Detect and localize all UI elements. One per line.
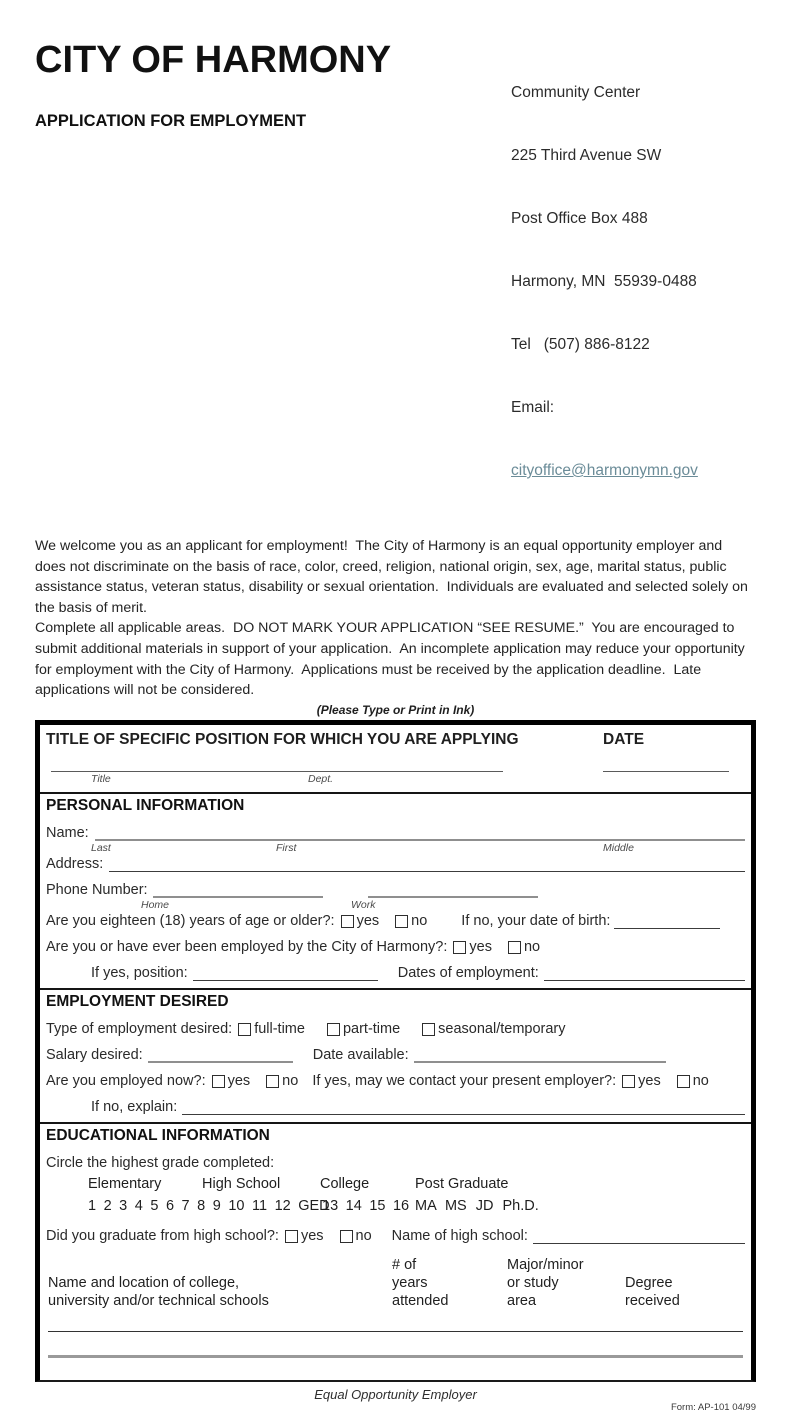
type-or-print-note: (Please Type or Print in Ink) xyxy=(316,702,475,717)
last-sublabel: Last xyxy=(91,841,111,854)
explain-label: If no, explain: xyxy=(91,1098,178,1115)
checkbox-part-time[interactable] xyxy=(327,1023,340,1036)
phone-row xyxy=(46,880,745,898)
contact-employer-yes-label: yes xyxy=(638,1072,661,1089)
position-underline-row xyxy=(46,751,745,772)
hs-name-label: Name of high school: xyxy=(391,1227,528,1244)
application-form-box xyxy=(35,720,756,1382)
checkbox-hs-graduate-yes[interactable] xyxy=(285,1230,298,1243)
employed-now-question: Are you employed now?: xyxy=(46,1072,206,1089)
equal-opportunity-text: Equal Opportunity Employer xyxy=(314,1386,477,1402)
home-sublabel: Home xyxy=(141,898,170,911)
college-col3-line3: area xyxy=(507,1292,537,1309)
hs-graduate-no-label: no xyxy=(355,1227,372,1244)
grade-levels-row xyxy=(46,1176,745,1193)
contact-line: Post Office Box 488 xyxy=(511,210,648,227)
salary-row xyxy=(46,1045,745,1063)
checkbox-age-yes[interactable] xyxy=(341,915,354,928)
college-col2-line2: years xyxy=(392,1274,428,1291)
college-col2-line3: attended xyxy=(392,1292,449,1309)
salary-label: Salary desired: xyxy=(46,1046,143,1063)
level-elementary: Elementary xyxy=(88,1175,162,1192)
contact-line: Tel (507) 886-8122 xyxy=(511,336,650,353)
checkbox-employed-now-yes[interactable] xyxy=(212,1075,225,1088)
intro-text xyxy=(35,536,756,701)
explain-input[interactable] xyxy=(182,1101,745,1115)
grades-college[interactable]: 13 14 15 16 xyxy=(322,1197,410,1214)
name-input[interactable] xyxy=(95,827,745,841)
middle-sublabel: Middle xyxy=(603,841,634,854)
checkbox-city-employed-no[interactable] xyxy=(508,941,521,954)
employment-dates-input[interactable] xyxy=(544,967,745,981)
city-employed-row xyxy=(46,937,745,955)
first-sublabel: First xyxy=(276,841,297,854)
college-col2-line1: # of xyxy=(392,1256,417,1273)
intro-paragraph-1: We welcome you as an applicant for employment! The City of Harmony is an equal opportunity employer and does not discriminate on the basis of race, color, creed, religion, national origin, sex, age, marital status, public assistance status, veteran status, disability or sexual orientation. Individuals are evaluated and selected solely on the basis of merit. xyxy=(35,538,752,616)
name-label: Name: xyxy=(46,824,89,841)
dept-sublabel: Dept. xyxy=(308,772,334,785)
level-post-graduate: Post Graduate xyxy=(415,1175,509,1192)
age-yes-label: yes xyxy=(356,912,380,929)
position-sublabels xyxy=(46,772,745,785)
contact-line: Email: xyxy=(511,399,555,416)
phone-home-input[interactable] xyxy=(153,884,323,898)
contact-employer-no-label: no xyxy=(692,1072,709,1089)
grades-post-graduate[interactable]: MA MS JD Ph.D. xyxy=(415,1197,539,1214)
phone-label: Phone Number: xyxy=(46,881,148,898)
hs-graduate-row xyxy=(46,1226,745,1244)
contact-line: 225 Third Avenue SW xyxy=(511,147,662,164)
grades-elementary-hs[interactable]: 1 2 3 4 5 6 7 8 9 10 11 12 GED xyxy=(88,1197,330,1214)
checkbox-seasonal[interactable] xyxy=(422,1023,435,1036)
dob-input[interactable] xyxy=(614,915,720,929)
salary-input[interactable] xyxy=(148,1049,293,1063)
previous-position-input[interactable] xyxy=(193,967,378,981)
age-row xyxy=(46,911,745,929)
hs-graduate-question: Did you graduate from high school?: xyxy=(46,1227,279,1244)
work-sublabel: Work xyxy=(351,898,376,911)
age-no-label: no xyxy=(411,912,428,929)
if-yes-position-label: If yes, position: xyxy=(91,964,188,981)
seasonal-label: seasonal/temporary xyxy=(438,1020,566,1037)
name-row xyxy=(46,823,745,841)
employed-now-no-label: no xyxy=(282,1072,299,1089)
employment-type-row xyxy=(46,1019,745,1037)
contact-line: Community Center xyxy=(511,84,641,101)
college-entry-line-1[interactable] xyxy=(48,1331,743,1332)
college-table-header xyxy=(46,1253,745,1310)
full-time-label: full-time xyxy=(254,1020,305,1037)
title-sublabel: Title xyxy=(91,772,111,785)
date-available-input[interactable] xyxy=(414,1049,666,1063)
circle-grade-row xyxy=(46,1153,745,1171)
college-col1-line2: university and/or technical schools xyxy=(48,1292,269,1309)
hs-name-input[interactable] xyxy=(533,1230,745,1244)
city-employed-question: Are you or have ever been employed by the City of Harmony?: xyxy=(46,938,448,955)
college-col3-line2: or study xyxy=(507,1274,559,1291)
phone-sublabels xyxy=(46,898,745,911)
date-available-label: Date available: xyxy=(312,1046,409,1063)
position-header-row xyxy=(46,731,745,751)
educational-info-header: EDUCATIONAL INFORMATION xyxy=(46,1126,270,1144)
if-yes-position-row xyxy=(46,963,745,981)
city-employed-yes-label: yes xyxy=(469,938,492,955)
employment-dates-label: Dates of employment: xyxy=(397,964,539,981)
city-employed-no-label: no xyxy=(523,938,541,955)
header-left xyxy=(35,40,391,523)
name-sublabels xyxy=(46,841,745,854)
college-col-years xyxy=(392,1256,448,1310)
employment-type-label: Type of employment desired: xyxy=(46,1020,233,1037)
phone-work-input[interactable] xyxy=(368,884,538,898)
circle-grade-label: Circle the highest grade completed: xyxy=(46,1154,275,1171)
contact-line: Harmony, MN 55939-0488 xyxy=(511,273,697,290)
checkbox-hs-graduate-no[interactable] xyxy=(340,1230,353,1243)
page-subtitle: APPLICATION FOR EMPLOYMENT xyxy=(35,112,307,130)
checkbox-full-time[interactable] xyxy=(238,1023,251,1036)
address-row xyxy=(46,854,745,872)
college-col4-line2: received xyxy=(625,1292,680,1309)
checkbox-employed-now-no[interactable] xyxy=(266,1075,279,1088)
address-input[interactable] xyxy=(109,858,745,872)
checkbox-age-no[interactable] xyxy=(395,915,408,928)
checkbox-contact-employer-yes[interactable] xyxy=(622,1075,635,1088)
college-col3-line1: Major/minor xyxy=(507,1256,584,1273)
hs-graduate-yes-label: yes xyxy=(300,1227,324,1244)
if-no-explain-row xyxy=(46,1097,745,1115)
personal-info-header: PERSONAL INFORMATION xyxy=(46,796,245,814)
employed-now-row xyxy=(46,1071,745,1089)
position-section-title: TITLE OF SPECIFIC POSITION FOR WHICH YOU ARE APPLYING xyxy=(46,730,519,748)
application-form-page xyxy=(0,40,791,1427)
grade-numbers-row xyxy=(46,1198,745,1215)
dob-label: If no, your date of birth: xyxy=(461,912,611,929)
college-entry-line-3[interactable] xyxy=(46,1358,745,1380)
college-col1-line1: Name and location of college, xyxy=(48,1274,240,1291)
employed-now-yes-label: yes xyxy=(227,1072,251,1089)
college-col4-line1: Degree xyxy=(625,1274,673,1291)
email-link[interactable]: cityoffice@harmonymn.gov xyxy=(511,462,698,479)
college-col-degree xyxy=(625,1274,680,1310)
level-high-school: High School xyxy=(202,1175,281,1192)
contact-employer-question: If yes, may we contact your present employer?: xyxy=(312,1072,617,1089)
header xyxy=(35,40,756,523)
form-number: Form: AP-101 04/99 xyxy=(670,1401,756,1413)
level-college: College xyxy=(320,1175,370,1192)
checkbox-contact-employer-no[interactable] xyxy=(677,1075,690,1088)
address-label: Address: xyxy=(46,855,104,872)
checkbox-city-employed-yes[interactable] xyxy=(453,941,466,954)
employment-desired-header: EMPLOYMENT DESIRED xyxy=(46,992,229,1010)
college-col-schools xyxy=(48,1274,269,1310)
contact-block xyxy=(511,40,756,523)
intro-paragraph-2: Complete all applicable areas. DO NOT MARK YOUR APPLICATION “SEE RESUME.” You are encouraged to submit additional materials in support of your application. An incomplete application may reduce your opportunity for employment with the City of Harmony. Applications must be received by the application deadline. Late applications will not be considered. xyxy=(35,620,749,699)
page-title: CITY OF HARMONY xyxy=(35,39,392,81)
age-question: Are you eighteen (18) years of age or older?: xyxy=(46,912,335,929)
part-time-label: part-time xyxy=(342,1020,401,1037)
footer xyxy=(35,1387,756,1427)
college-col-major xyxy=(507,1256,584,1310)
date-label: DATE xyxy=(603,730,645,748)
